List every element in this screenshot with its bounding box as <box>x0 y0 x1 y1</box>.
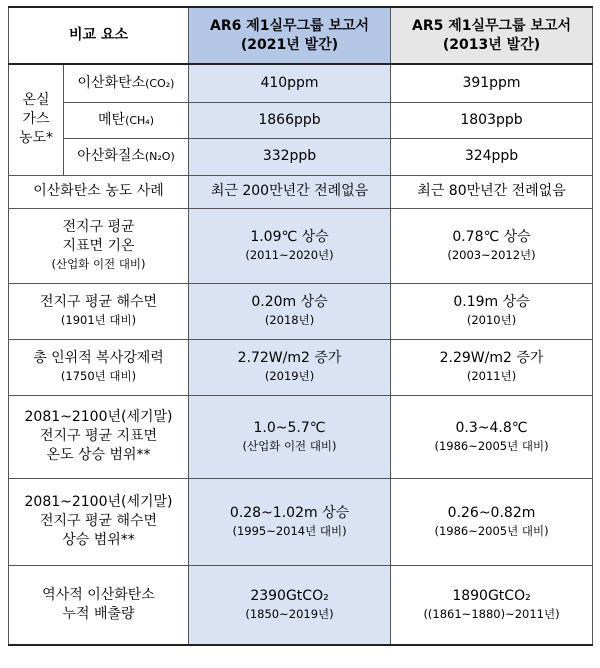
future-sea-level-ar6 <box>189 478 391 565</box>
table-row-cumulative <box>9 565 593 645</box>
future-sea-level-label-line2: 전지구 평균 해수면 <box>39 513 158 529</box>
forcing-ar6 <box>189 339 391 395</box>
ch4-ar6: 1866ppb <box>189 102 391 138</box>
cumulative-label-line2: 누적 배출량 <box>62 605 135 622</box>
future-sea-level-ar6-value: 0.28~1.02m 상승 <box>229 504 350 521</box>
co2-formula: (CO₂) <box>145 76 175 90</box>
table-row-ch4 <box>9 102 593 138</box>
comparison-table <box>8 6 593 646</box>
temperature-ar5-value: 0.78℃ 상승 <box>452 228 531 245</box>
precedent-ar6: 최근 200만년간 전례없음 <box>189 175 391 208</box>
future-temperature-ar6-value: 1.0~5.7℃ <box>253 419 326 436</box>
header-ar5 <box>391 7 593 64</box>
temperature-label-line1: 전지구 평균 <box>62 219 135 235</box>
table-row-temperature <box>9 208 593 283</box>
temperature-ar6-period: (2011~2020년) <box>245 247 334 262</box>
future-sea-level-ar5-value: 0.26~0.82m <box>447 504 536 521</box>
n2o-label <box>64 138 189 175</box>
future-sea-level-label <box>9 478 189 565</box>
temperature-ar6-value: 1.09℃ 상승 <box>250 228 329 245</box>
cumulative-ar6-period: (1850~2019년) <box>245 606 334 621</box>
future-sea-level-ar5-basis: (1986~2005년 대비) <box>434 523 549 538</box>
future-sea-level-ar6-basis: (1995~2014년 대비) <box>232 523 347 538</box>
sea-level-ar5 <box>391 283 593 339</box>
header-ar6-year: (2021년 발간) <box>240 36 339 53</box>
ghg-group-line2: 가스 <box>22 111 50 128</box>
ghg-group-label <box>9 64 64 175</box>
sea-level-label-basis: (1901년 대비) <box>60 313 137 327</box>
precedent-ar5: 최근 80만년간 전례없음 <box>391 175 593 208</box>
table-row-forcing <box>9 339 593 395</box>
co2-ar6: 410ppm <box>189 64 391 102</box>
future-sea-level-label-line3: 상승 범위** <box>62 532 135 548</box>
table-row-co2 <box>9 64 593 102</box>
future-temperature-ar6-basis: (산업화 이전 대비) <box>242 438 337 453</box>
forcing-ar5 <box>391 339 593 395</box>
header-ar5-title: AR5 제1실무그룹 보고서 <box>411 17 572 34</box>
forcing-ar6-year: (2019년) <box>264 369 315 383</box>
cumulative-ar6-value: 2390GtCO₂ <box>250 587 329 604</box>
forcing-ar5-value: 2.29W/m2 증가 <box>439 350 544 366</box>
ch4-label <box>64 102 189 138</box>
forcing-label-line1: 총 인위적 복사강제력 <box>33 350 164 366</box>
forcing-ar6-value: 2.72W/m2 증가 <box>237 350 342 366</box>
header-row <box>9 7 593 64</box>
ghg-group-line3: 농도* <box>18 130 54 147</box>
sea-level-label-line1: 전지구 평균 해수면 <box>39 294 158 310</box>
future-temperature-label-line3: 온도 상승 범위** <box>46 447 151 463</box>
sea-level-ar6-value: 0.20m 상승 <box>251 294 328 310</box>
sea-level-ar6 <box>189 283 391 339</box>
table-row-precedent <box>9 175 593 208</box>
sea-level-label <box>9 283 189 339</box>
cumulative-ar5 <box>391 565 593 645</box>
table-row-future-temperature <box>9 395 593 478</box>
cumulative-label-line1: 역사적 이산화탄소 <box>42 586 155 603</box>
co2-ar5: 391ppm <box>391 64 593 102</box>
sea-level-ar5-year: (2010년) <box>466 313 517 327</box>
ch4-formula: (CH₄) <box>125 113 155 127</box>
header-ar6-title: AR6 제1실무그룹 보고서 <box>209 17 370 34</box>
precedent-label: 이산화탄소 농도 사례 <box>9 175 189 208</box>
ghg-group-line1: 온실 <box>22 92 50 109</box>
forcing-label <box>9 339 189 395</box>
n2o-ar6: 332ppb <box>189 138 391 175</box>
temperature-ar5-period: (2003~2012년) <box>447 247 536 262</box>
ch4-ar5: 1803ppb <box>391 102 593 138</box>
cumulative-ar5-period: ((1861~1880)~2011년) <box>423 606 560 621</box>
temperature-label-basis: (산업화 이전 대비) <box>51 257 146 271</box>
n2o-formula: (N₂O) <box>144 150 175 163</box>
co2-label <box>64 64 189 102</box>
future-temperature-ar6 <box>189 395 391 478</box>
future-temperature-ar5-value: 0.3~4.8℃ <box>455 419 528 436</box>
header-element: 비교 요소 <box>9 7 189 64</box>
cumulative-ar5-value: 1890GtCO₂ <box>452 587 531 604</box>
temperature-ar5 <box>391 208 593 283</box>
temperature-ar6 <box>189 208 391 283</box>
table-row-future-sea-level <box>9 478 593 565</box>
future-sea-level-ar5 <box>391 478 593 565</box>
future-temperature-label <box>9 395 189 478</box>
n2o-ar5: 324ppb <box>391 138 593 175</box>
temperature-label-line2: 지표면 기온 <box>62 238 135 254</box>
sea-level-ar6-year: (2018년) <box>264 313 315 327</box>
future-temperature-ar5-basis: (1986~2005년 대비) <box>434 438 549 453</box>
temperature-label <box>9 208 189 283</box>
future-sea-level-label-line1: 2081~2100년(세기말) <box>24 494 173 510</box>
forcing-ar5-year: (2011년) <box>466 369 517 383</box>
forcing-label-basis: (1750년 대비) <box>60 369 137 383</box>
future-temperature-ar5 <box>391 395 593 478</box>
future-temperature-label-line2: 전지구 평균 지표면 <box>39 428 158 444</box>
header-ar6 <box>189 7 391 64</box>
header-ar5-year: (2013년 발간) <box>442 36 541 53</box>
co2-name: 이산화탄소 <box>77 74 146 91</box>
future-temperature-label-line1: 2081~2100년(세기말) <box>24 409 173 425</box>
cumulative-ar6 <box>189 565 391 645</box>
table-row-sea-level <box>9 283 593 339</box>
ch4-name: 메탄 <box>98 111 126 128</box>
n2o-name: 아산화질소 <box>77 148 145 164</box>
table-row-n2o <box>9 138 593 175</box>
sea-level-ar5-value: 0.19m 상승 <box>453 294 530 310</box>
cumulative-label <box>9 565 189 645</box>
